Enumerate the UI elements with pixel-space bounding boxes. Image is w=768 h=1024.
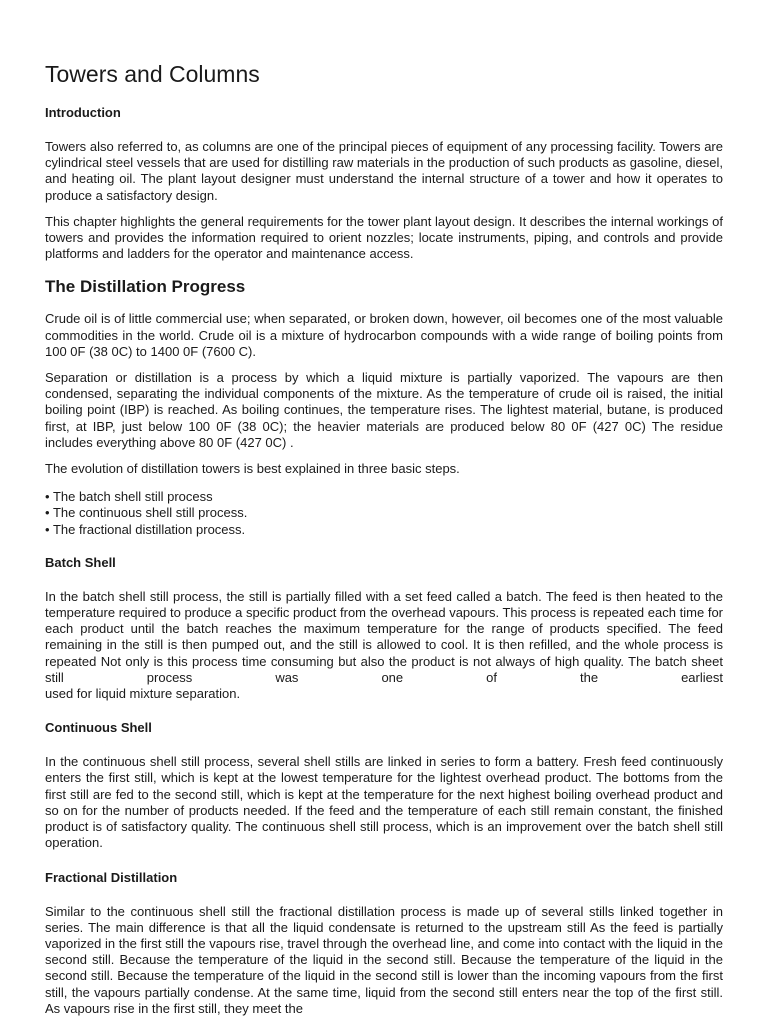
section-heading-introduction: Introduction (45, 105, 121, 120)
list-item: • The batch shell still process (45, 489, 723, 505)
distillation-paragraph-1: Crude oil is of little commercial use; when separated, or broken down, however, oil becomes one of the most valuable commodities in the world. Crude oil is a mixture of hydrocarbon compounds with a wide range of boiling points from 100 0F (38 0C) to 1400 0F (7600 C). (45, 311, 723, 359)
page-title: Towers and Columns (45, 61, 260, 87)
section-heading-continuous-shell: Continuous Shell (45, 720, 152, 736)
continuous-paragraph-1: In the continuous shell still process, several shell stills are linked in series to form a battery. Fresh feed continuously enters the first still, which is kept at the lowest temperature for the lightest overhead product. The bottoms from the first still are fed to the second still, which is kept at the temperature for the next highest boiling overhead product and so on for the number of products needed. If the feed and the temperature of each still remain constant, the finished product is of satisfactory quality. The continuous shell still process, which is an improvement over the batch shell still operation. (45, 754, 723, 851)
steps-list (45, 489, 723, 538)
distillation-paragraph-2: Separation or distillation is a process by which a liquid mixture is partially vaporized. The vapours are then condensed, separating the individual components of the mixture. As the temperature of crude oil is raised, the initial boiling point (IBP) is reached. As boiling continues, the temperature rises. The lightest material, butane, is produced first, at IBP, just below 100 0F (38 0C); the heavier materials are produced below 80 0F (427 0C) The residue includes everything above 80 0F (427 0C) . (45, 370, 723, 450)
list-item: • The continuous shell still process. (45, 505, 723, 521)
distillation-paragraph-3: The evolution of distillation towers is best explained in three basic steps. (45, 461, 460, 477)
fractional-paragraph-1: Similar to the continuous shell still the fractional distillation process is made up of several stills linked together in series. The main difference is that all the liquid condensate is returned to the upstream still As the feed is partially vaporized in the first still the vapours rise, travel through the overhead line, and come into contact with the liquid in the second still. Because the temperature of the liquid in the second still. Because the temperature of the liquid in the second still. Because the temperature of the liquid in the second still is lower than the incoming vapours from the first still, the vapours partially condense. At the same time, liquid from the second still enters near the top of the first still. As vapours rise in the first still, they meet the (45, 903, 723, 1016)
batch-paragraph-text: In the batch shell still process, the still is partially filled with a set feed called a batch. The feed is then heated to the temperature required to produce a specific product from the overhead vapours. This process is repeated each time for each product until the batch reaches the maximum temperature for the range of products specified. The feed remaining in the still is then pumped out, and the still is allowed to cool. It is then refilled, and the whole process is repeated Not only is this process time consuming but also the product is not always of high quality. The batch sheet still process was one of the earliest (45, 588, 723, 685)
list-item: • The fractional distillation process. (45, 522, 723, 538)
intro-paragraph-2: This chapter highlights the general requirements for the tower plant layout design. It describes the internal workings of towers and provides the information required to orient nozzles; locate instruments, piping, and controls and provide platforms and ladders for the operator and maintenance access. (45, 213, 723, 262)
batch-paragraph-1 (45, 589, 723, 702)
section-heading-fractional-distillation: Fractional Distillation (45, 869, 178, 885)
batch-paragraph-tail: used for liquid mixture separation. (45, 686, 241, 702)
section-heading-distillation: The Distillation Progress (45, 277, 246, 297)
section-heading-batch-shell: Batch Shell (45, 554, 116, 570)
intro-paragraph-1: Towers also referred to, as columns are one of the principal pieces of equipment of any processing facility. Towers are cylindrical steel vessels that are used for distilling raw materials in the production of such products as gasoline, diesel, and heating oil. The plant layout designer must understand the internal structure of a tower and how it operates to produce a satisfactory design. (45, 139, 723, 203)
